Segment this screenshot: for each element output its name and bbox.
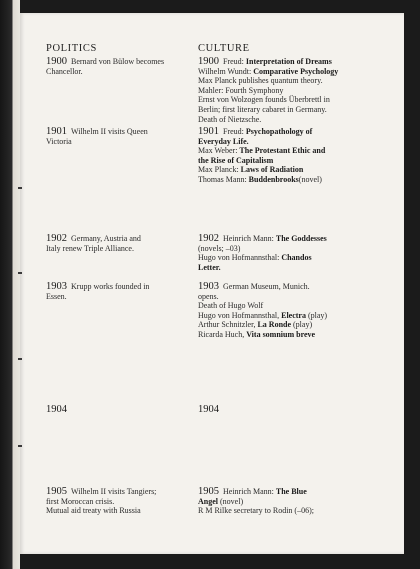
entry-text: (play): [305, 310, 328, 320]
politics-entry-1904: [46, 405, 186, 415]
entry-line: [198, 320, 358, 330]
entry-line: [71, 234, 141, 243]
entry-line: [198, 244, 358, 254]
entry-text: (novels; –03): [198, 243, 241, 253]
entry-text: Hugo von Hofmannsthal:: [198, 253, 282, 263]
entry-line: [46, 497, 191, 507]
year-label: 1902: [46, 233, 67, 244]
entry-line: [198, 330, 358, 340]
entry-text: Hugo von Hofmannsthal,: [198, 310, 282, 320]
entry-text: Ricarda Huch,: [198, 329, 247, 339]
entry-line: [46, 244, 186, 254]
entry-text: Max Planck publishes quantum theory.: [198, 76, 323, 86]
entry-text: Essen.: [46, 291, 67, 301]
work-title: Angel: [198, 496, 218, 506]
entry-text: Freud:: [223, 57, 246, 66]
entry-line: [46, 137, 186, 147]
politics-entry-1903: [46, 282, 186, 301]
entry-text: Max Weber:: [198, 146, 240, 156]
entry-text: Wilhelm II visits Tangiers;: [71, 487, 157, 496]
entry-text: Heinrich Mann:: [223, 234, 276, 243]
entry-text: opens.: [198, 291, 219, 301]
entry-text: Arthur Schnitzler,: [198, 320, 258, 330]
entry-text: Bernard von Bülow becomes: [71, 57, 165, 66]
work-title: La Ronde: [257, 320, 292, 330]
work-title: Interpretation of Dreams: [245, 57, 332, 66]
year-label: 1904: [198, 404, 219, 415]
entry-line: [198, 137, 358, 147]
margin-mark: [18, 358, 22, 360]
entry-line: [46, 67, 186, 77]
entry-line: [198, 115, 358, 125]
entry-line: [198, 95, 358, 105]
work-title: Laws of Radiation: [240, 165, 304, 175]
politics-header: POLITICS: [46, 43, 97, 54]
entry-text: Freud:: [223, 127, 246, 136]
work-title: Buddenbrooks: [248, 174, 299, 184]
entry-line: [198, 86, 358, 96]
politics-entry-1902: [46, 234, 186, 253]
entry-text: Chancellor.: [46, 66, 83, 76]
entry-line: [198, 175, 358, 185]
year-label: 1901: [198, 126, 219, 137]
work-title: The Goddesses: [275, 234, 327, 243]
entry-line: [198, 311, 358, 321]
entry-text: (novel): [218, 496, 244, 506]
entry-line: [198, 156, 358, 166]
entry-line: [71, 57, 164, 66]
entry-line: [223, 234, 327, 243]
entry-line: [71, 127, 148, 136]
year-label: 1905: [46, 486, 67, 497]
entry-text: Death of Hugo Wolf: [198, 301, 264, 311]
entry-text: (play): [291, 320, 313, 330]
culture-entry-1903: [198, 282, 358, 340]
entry-line: [198, 253, 358, 263]
entry-line: [46, 506, 191, 516]
entry-text: (novel): [298, 174, 322, 184]
entry-text: German Museum, Munich.: [223, 282, 310, 291]
entry-line: [71, 487, 156, 496]
entry-line: [198, 165, 358, 175]
politics-entry-1901: [46, 127, 186, 146]
entry-line: [223, 487, 307, 496]
entry-line: [198, 105, 358, 115]
margin-mark: [18, 272, 22, 274]
work-title: Chandos: [281, 253, 312, 263]
entry-text: Wilhelm Wundt:: [198, 66, 254, 76]
entry-text: Victoria: [46, 136, 72, 146]
entry-line: [198, 76, 358, 86]
culture-entry-1901: [198, 127, 358, 185]
year-label: 1903: [46, 281, 67, 292]
entry-text: Wilhelm II visits Queen: [71, 127, 148, 136]
entry-line: [198, 497, 358, 507]
entry-text: Death of Nietzsche.: [198, 114, 262, 124]
entry-text: Ernst von Wolzogen founds Überbrettl in: [198, 95, 330, 105]
entry-text: Heinrich Mann:: [223, 487, 276, 496]
entry-line: [223, 127, 312, 136]
politics-entry-1905: [46, 487, 191, 516]
politics-entry-1900: [46, 57, 186, 76]
entry-text: Berlin; first literary cabaret in Germany.: [198, 104, 327, 114]
year-label: 1900: [46, 56, 67, 67]
work-title: Electra: [281, 310, 306, 320]
work-title: The Protestant Ethic and: [239, 146, 326, 156]
entry-line: [198, 301, 358, 311]
culture-entry-1904: [198, 405, 358, 415]
margin-mark: [18, 445, 22, 447]
work-title: The Blue: [275, 487, 307, 496]
year-label: 1904: [46, 404, 67, 415]
entry-text: Germany, Austria and: [71, 234, 141, 243]
entry-line: [71, 282, 149, 291]
entry-line: [198, 146, 358, 156]
entry-text: Mutual aid treaty with Russia: [46, 506, 141, 516]
entry-line: [198, 263, 358, 273]
entry-text: first Moroccan crisis.: [46, 496, 115, 506]
work-title: Comparative Psychology: [253, 66, 339, 76]
entry-text: R M Rilke secretary to Rodin (–06);: [198, 506, 314, 516]
culture-header: CULTURE: [198, 43, 250, 54]
entry-line: [223, 282, 310, 291]
entry-text: Krupp works founded in: [71, 282, 150, 291]
entry-line: [223, 57, 332, 66]
margin-mark: [18, 187, 22, 189]
year-label: 1901: [46, 126, 67, 137]
work-title: Letter.: [198, 262, 221, 272]
entry-text: Thomas Mann:: [198, 174, 249, 184]
work-title: the Rise of Capitalism: [198, 155, 274, 165]
work-title: Everyday Life.: [198, 136, 249, 146]
work-title: Vita somnium breve: [246, 329, 316, 339]
entry-text: Mahler: Fourth Symphony: [198, 85, 284, 95]
culture-entry-1902: [198, 234, 358, 272]
entry-line: [46, 292, 186, 302]
year-label: 1905: [198, 486, 219, 497]
year-label: 1903: [198, 281, 219, 292]
year-label: 1900: [198, 56, 219, 67]
work-title: Psychopathology of: [245, 127, 313, 136]
culture-entry-1905: [198, 487, 358, 516]
entry-text: Italy renew Triple Alliance.: [46, 243, 134, 253]
entry-line: [198, 292, 358, 302]
year-label: 1902: [198, 233, 219, 244]
entry-line: [198, 506, 358, 516]
entry-text: Max Planck:: [198, 165, 241, 175]
entry-line: [198, 67, 358, 77]
book-gutter: [0, 0, 20, 569]
culture-entry-1900: [198, 57, 358, 124]
